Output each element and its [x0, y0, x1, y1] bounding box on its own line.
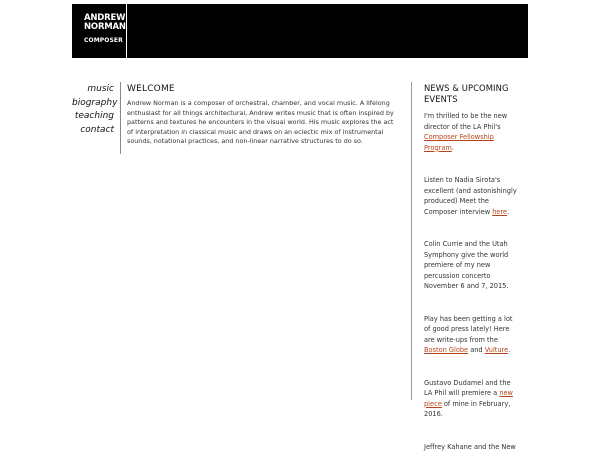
news-item — [424, 239, 520, 292]
news-text: Colin Currie and the Utah Symphony give the world premiere of my new percussion concerto November 6 and 7, 2015. — [424, 240, 509, 290]
news-text: . — [508, 346, 511, 354]
news-text: and — [468, 346, 485, 354]
news-link[interactable]: Boston Globe — [424, 346, 469, 354]
nav-link-biography[interactable]: biography — [72, 97, 118, 108]
logo-subtitle: COMPOSER — [84, 37, 123, 44]
news-item — [424, 175, 520, 217]
news-item — [424, 378, 520, 420]
news-link[interactable]: Composer Fellowship Program — [424, 133, 494, 152]
logo-first-name: ANDREW — [84, 13, 126, 23]
news-text: . — [507, 207, 510, 216]
welcome-section — [127, 83, 395, 147]
news-sidebar — [424, 83, 520, 474]
news-text: of mine in February, 2016. — [424, 399, 511, 418]
news-text: Gustavo Dudamel and the LA Phil will premiere a — [424, 378, 511, 397]
news-text: . — [451, 143, 454, 152]
news-text: I'm thrilled to be the new director of the LA Phil's — [424, 112, 508, 131]
news-text: Play has been getting a lot of good press lately! Here are write-ups from the — [424, 314, 513, 344]
logo-last-name: NORMAN — [84, 22, 126, 32]
news-text: Listen to Nadia Sirota's excellent (and astonishingly produced) Meet the Composer interview — [424, 176, 517, 216]
news-link[interactable]: Vulture — [484, 346, 509, 354]
nav-divider — [120, 82, 121, 154]
site-header — [72, 4, 528, 58]
news-link[interactable]: here — [492, 207, 508, 216]
news-item — [424, 314, 520, 356]
main-nav — [72, 83, 118, 137]
news-text: Jeffrey Kahane and the New — [424, 442, 516, 451]
nav-link-teaching[interactable]: teaching — [74, 111, 114, 121]
news-link[interactable]: new piece — [424, 389, 513, 408]
welcome-body: Andrew Norman is a composer of orchestral, chamber, and vocal music. A lifelong enthusiast for all things architectural, Andrew writes music that is often inspired by patterns and textures he encounters in the visual world. His music explores the act of interpretation in classical music and draws on an eclectic mix of instrumental sounds, notational practices, and non-linear narrative structures to do so. — [127, 99, 394, 146]
nav-link-contact[interactable]: contact — [80, 124, 114, 135]
sidebar-divider — [411, 82, 412, 400]
news-item — [424, 111, 520, 153]
news-title: NEWS & UPCOMING EVENTS — [424, 83, 509, 104]
news-item — [424, 442, 520, 453]
welcome-title: WELCOME — [127, 84, 175, 94]
site-logo[interactable] — [72, 4, 127, 58]
nav-link-music[interactable]: music — [87, 84, 114, 94]
